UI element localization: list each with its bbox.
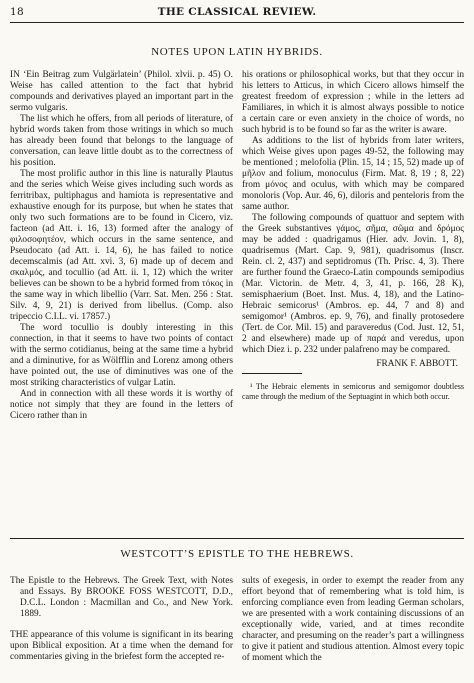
paragraph: THE appearance of this volume is significant in its bearing upon Biblical exposition. At a time when the demand for commentaries giving in the briefest form the accepted re- — [10, 630, 233, 662]
paragraph: As additions to the list of hybrids from later writers, which Weise gives upon pages 49-52, the following may be mentioned ; melofolia (Plin. 15, 14 ; 15, 52) made up of μῆλον and folium, monoculus (Firm. Mat. 8, 19 ; 8, 22) from μόνος and oculus, with which may be compared monoloris (Vop. Aur. 46, 6), diloris and penteloris from the same author. — [242, 136, 464, 212]
paragraph: IN ‘Ein Beitrag zum Vulgärlatein’ (Philol. xlvii. p. 45) O. Weise has called attention to the fact that hybrid compounds and derivatives played an important part in the sermo vulgaris. — [10, 70, 233, 113]
right-column-westcott — [242, 576, 464, 681]
left-column-hybrids — [10, 70, 233, 530]
paragraph: And in connection with all these words it is worthy of notice not simply that they are found in the letters of Cicero rather than in — [10, 389, 233, 421]
paragraph: The list which he offers, from all periods of literature, of hybrid words taken from those writings in which so much has already been found that belongs to the language of conversation, can leave little doubt as to the correctness of his position. — [10, 114, 233, 168]
section-title-latin-hybrids: NOTES UPON LATIN HYBRIDS. — [151, 46, 323, 58]
paragraph: sults of exegesis, in order to exempt the reader from any effort beyond that of remembering what is told him, is enforcing compliance even from leading German scholars, we are presented with a work containing discussions of an exceptionally wide, varied, and at times recondite character, and presuming on the reader’s part a willingness to give it patient and studious attention. Almost every topic of moment which the — [242, 576, 464, 663]
paragraph: The following compounds of quattuor and septem with the Greek substantives γάμος, σῆμα, σῶμα and δρόμος may be added : quadrigamus (Hier. adv. Jovin. 1, 8), quadrisemus (Mart. Cap. 9, 981), quadrisomus (Inscr. Rein. cl. 2, 437) and septidromus (Th. Prisc. 4, 3). There are further found the Graeco-Latin compounds semipodius (Mar. Victorin. de Metr. 4, 3, 41, p. 166, 28 K), semisphaerium (Boet. Inst. Mus. 4, 18), and the Latino-Hebraic semicorus¹ (Ambros. ep. 44, 7 and 8) and semigomor¹ (Ambros. ep. 9, 76), and finally protosedere (Tert. de Cor. Mil. 15) and paraveredus (Cod. Just. 12, 51, 2 and elsewhere) made up of παρά and veredus, upon which Diez i. p. 232 under palafreno may be compared. — [242, 213, 464, 355]
paragraph: The word tocullio is doubly interesting in this connection, in that it seems to have two points of contact with the sermo cotidianus, being at the same time a hybrid and a diminutive, for as Wölfflin and Lorenz among others have pointed out, the use of diminutives was one of the most striking characteristics of vulgar Latin. — [10, 323, 233, 388]
page-number: 18 — [10, 6, 24, 18]
paragraph: his orations or philosophical works, but that they occur in his letters to Atticus, in which Cicero allows himself the greatest freedom of expression ; while in the letters ad Familiares, in which it is almost always possible to notice a certain care or even anxiety in the choice of words, no such hybrid is to be found so far as the writer is aware. — [242, 70, 464, 135]
section-title-westcott: WESTCOTT’S EPISTLE TO THE HEBREWS. — [120, 548, 354, 560]
section-divider — [10, 538, 464, 539]
header-rule — [10, 22, 464, 23]
author-signature: FRANK F. ABBOTT. — [376, 359, 458, 369]
right-column-hybrids — [242, 70, 464, 530]
book-citation: The Epistle to the Hebrews. The Greek Text, with Notes and Essays. By BROOKE FOSS WESTCOTT, D.D., D.C.L. London : Macmillan and Co., and New York. 1889. — [10, 576, 233, 619]
running-head — [10, 6, 464, 20]
footnote: ¹ The Hebraic elements in semicorus and semigomor doubtless came through the medium of the Septuagint in which both occur. — [242, 382, 464, 401]
journal-title: THE CLASSICAL REVIEW. — [157, 6, 317, 18]
footnote-rule — [242, 373, 302, 374]
paragraph: The most prolific author in this line is naturally Plautus and the series which Weise gives including such words as ferritribax, pultiphagus and hamiota is representative and exhaustive enough for its purpose, but when he states that only two such formations are to be found in Cicero, viz. facteon (ad Att. i. 16, 13) formed after the analogy of φιλοσοφητέον, which occurs in the same sentence, and Pseudocato (ad Att. i. 14, 6), he has failed to notice decemscalmis (ad Att. xvi. 3, 6) made up of decem and σκαλμός, and tocullio (ad Att. ii. 1, 12) which the writer believes can be shown to be a hybrid formed from τόκος in the same way in which libellio (Varr. Sat. Men. 256 : Stat. Silv. 4, 9, 21) is derived from libellus. (Comp. also tripeccio C.I.L. vi. 17857.) — [10, 169, 233, 322]
left-column-westcott — [10, 576, 233, 681]
